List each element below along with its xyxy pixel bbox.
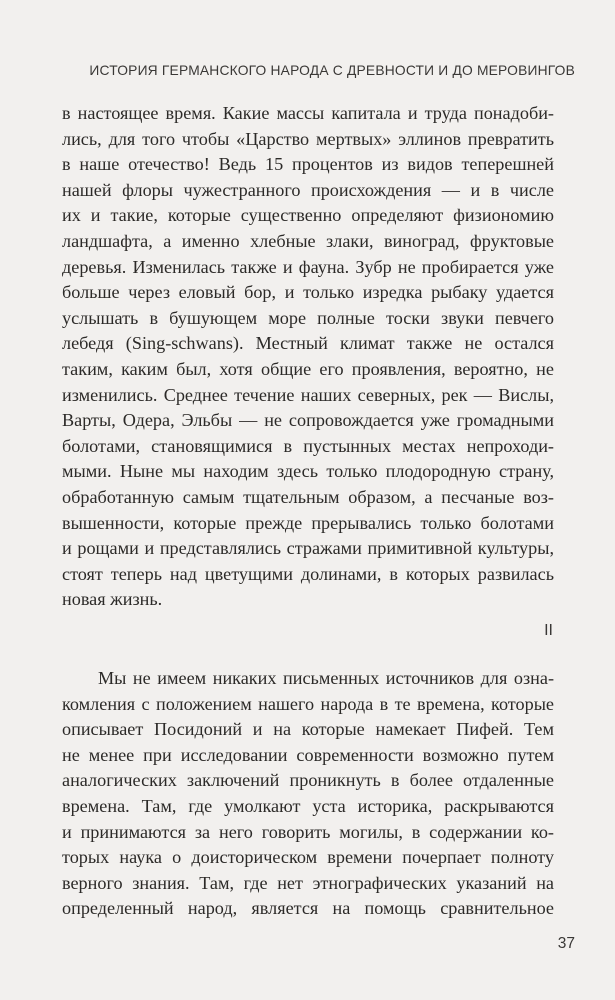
text-line: услышать в бушующем море полные тоски звуки певчего: [62, 307, 554, 328]
text-line: и принимаются за него говорить могилы, в содержании ко-: [62, 821, 554, 842]
text-line: комления с положением нашего народа в те времена, которые: [62, 693, 554, 714]
text-line: аналогических заключений проникнуть в более отдаленные: [62, 770, 554, 791]
text-line: верного знания. Там, где нет этнографических указаний на: [62, 872, 554, 893]
text-line: лись, для того чтобы «Царство мертвых» эллинов превратить: [62, 128, 554, 149]
text-line: больше через еловый бор, и только изредка рыбаку удается: [62, 282, 554, 303]
page-number: 37: [557, 935, 575, 952]
paragraph-2: [62, 666, 554, 922]
text-line: торых наука о доисторическом времени почерпает полноту: [62, 847, 554, 868]
text-line: вышенности, которые прежде прерывались только болотами: [62, 512, 554, 533]
text-line: описывает Посидоний и на которые намекает Пифей. Тем: [62, 719, 554, 740]
text-line: в настоящее время. Какие массы капитала и труда понадоби-: [62, 103, 554, 123]
text-line: не менее при исследовании современности возможно путем: [62, 744, 554, 765]
text-line: Варты, Одера, Эльбы — не сопровождается уже громадными: [62, 410, 554, 431]
text-line: Мы не имеем никаких письменных источников для озна-: [98, 668, 554, 688]
text-line: изменились. Среднее течение наших северных, рек — Вислы,: [62, 384, 554, 405]
text-line: определенный народ, является на помощь сравнительное: [62, 898, 554, 919]
text-line: таким, каким был, хотя общие его проявления, вероятно, не: [62, 358, 554, 379]
text-line: обработанную самым тщательным образом, а песчаные воз-: [62, 486, 554, 507]
text-line: нашей флоры чужестранного происхождения — и в числе: [62, 179, 554, 200]
text-line: новая жизнь.: [62, 589, 163, 610]
text-line: в наше отечество! Ведь 15 процентов из видов теперешней: [62, 154, 554, 175]
text-line: и рощами и представлялись стражами примитивной культуры,: [62, 538, 554, 559]
section-numeral: II: [544, 622, 553, 639]
text-line: времена. Там, где умолкают уста историка, раскрываются: [62, 795, 554, 816]
text-line: мыми. Ныне мы находим здесь только плодородную страну,: [62, 461, 554, 482]
paragraph-1: [62, 101, 554, 613]
text-line: их и такие, которые существенно определяют физиономию: [62, 205, 554, 226]
text-line: стоят теперь над цветущими долинами, в которых развилась: [62, 563, 554, 584]
text-line: ландшафта, а именно хлебные злаки, виноград, фруктовые: [62, 230, 554, 251]
text-line: болотами, становящимися в пустынных местах непроходи-: [62, 435, 554, 456]
text-line: лебедя (Sing-schwans). Местный климат также не остался: [62, 333, 554, 354]
running-head: ИСТОРИЯ ГЕРМАНСКОГО НАРОДА С ДРЕВНОСТИ И ДО МЕРОВИНГОВ: [89, 63, 575, 78]
text-line: деревья. Изменилась также и фауна. Зубр не пробирается уже: [62, 256, 554, 277]
